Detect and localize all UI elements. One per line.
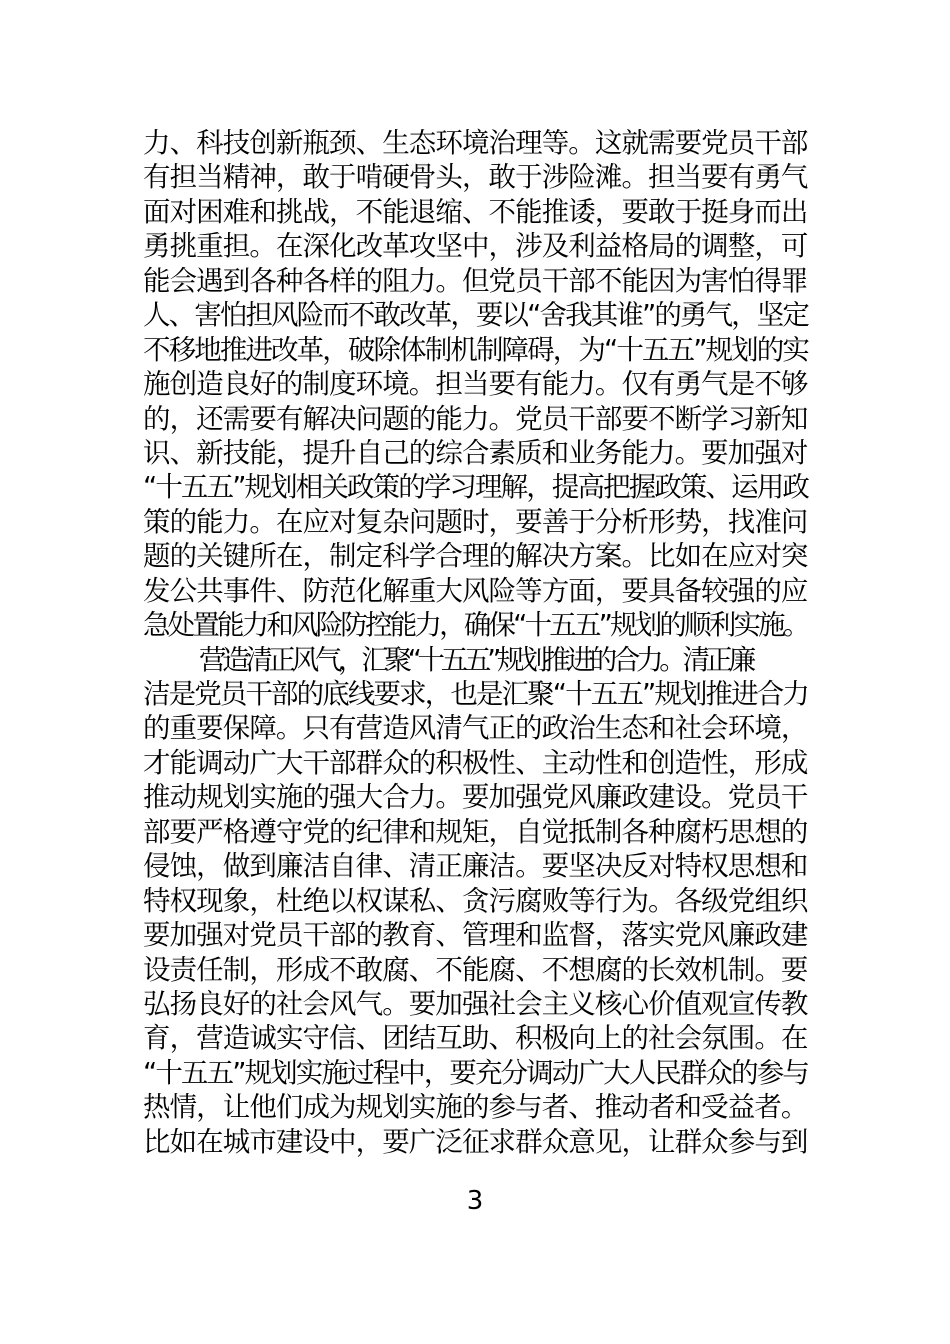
text-line: 能会遇到各种各样的阻力。但党员干部不能因为害怕得罪: [143, 264, 808, 297]
text-line: 策的能力。在应对复杂问题时，要善于分析形势，找准问: [143, 505, 808, 538]
text-line: 营造清正风气，汇聚“十五五”规划推进的合力。清正廉: [199, 643, 752, 676]
text-line: 比如在城市建设中，要广泛征求群众意见，让群众参与到: [143, 1125, 808, 1158]
text-line: “十五五”规划实施过程中，要充分调动广大人民群众的参与: [143, 1056, 808, 1089]
text-line: 施创造良好的制度环境。担当要有能力。仅有勇气是不够: [143, 368, 808, 401]
text-line: 育，营造诚实守信、团结互助、积极向上的社会氛围。在: [143, 1022, 808, 1055]
page-number: 3: [466, 1186, 484, 1216]
text-line: 侵蚀，做到廉洁自律、清正廉洁。要坚决反对特权思想和: [143, 850, 808, 883]
text-line: 弘扬良好的社会风气。要加强社会主义核心价值观宣传教: [143, 987, 808, 1020]
text-line: 有担当精神，敢于啃硬骨头，敢于涉险滩。担当要有勇气: [143, 161, 808, 194]
text-line: 部要严格遵守党的纪律和规矩，自觉抵制各种腐朽思想的: [143, 815, 808, 848]
text-line: 的，还需要有解决问题的能力。党员干部要不断学习新知: [143, 402, 808, 435]
text-line: 发公共事件、防范化解重大风险等方面，要具备较强的应: [143, 574, 808, 607]
text-line: 热情，让他们成为规划实施的参与者、推动者和受益者。: [143, 1091, 808, 1124]
text-line: 力、科技创新瓶颈、生态环境治理等。这就需要党员干部: [143, 127, 808, 159]
text-line: 面对困难和挑战，不能退缩、不能推诿，要敢于挺身而出: [143, 195, 808, 228]
text-line: 特权现象，杜绝以权谋私、贪污腐败等行为。各级党组织: [143, 884, 808, 917]
text-line: 勇挑重担。在深化改革攻坚中，涉及利益格局的调整，可: [143, 230, 808, 263]
document-body: [143, 126, 808, 1159]
text-line: 才能调动广大干部群众的积极性、主动性和创造性，形成: [143, 746, 808, 779]
text-line: “十五五”规划相关政策的学习理解，提高把握政策、运用政: [143, 471, 808, 504]
text-line: 人、害怕担风险而不敢改革，要以“舍我其谁”的勇气，坚定: [143, 299, 808, 332]
text-line: 设责任制，形成不敢腐、不能腐、不想腐的长效机制。要: [143, 953, 808, 986]
text-line: 的重要保障。只有营造风清气正的政治生态和社会环境，: [143, 712, 808, 745]
text-line: 识、新技能，提升自己的综合素质和业务能力。要加强对: [143, 436, 808, 469]
text-line: 洁是党员干部的底线要求，也是汇聚“十五五”规划推进合力: [143, 678, 808, 710]
text-line: 不移地推进改革，破除体制机制障碍，为“十五五”规划的实: [143, 333, 808, 366]
text-line: 题的关键所在，制定科学合理的解决方案。比如在应对突: [143, 540, 808, 573]
text-line: 急处置能力和风险防控能力，确保“十五五”规划的顺利实施。: [143, 609, 808, 642]
text-line: 要加强对党员干部的教育、管理和监督，落实党风廉政建: [143, 919, 808, 952]
text-line: 推动规划实施的强大合力。要加强党风廉政建设。党员干: [143, 781, 808, 814]
